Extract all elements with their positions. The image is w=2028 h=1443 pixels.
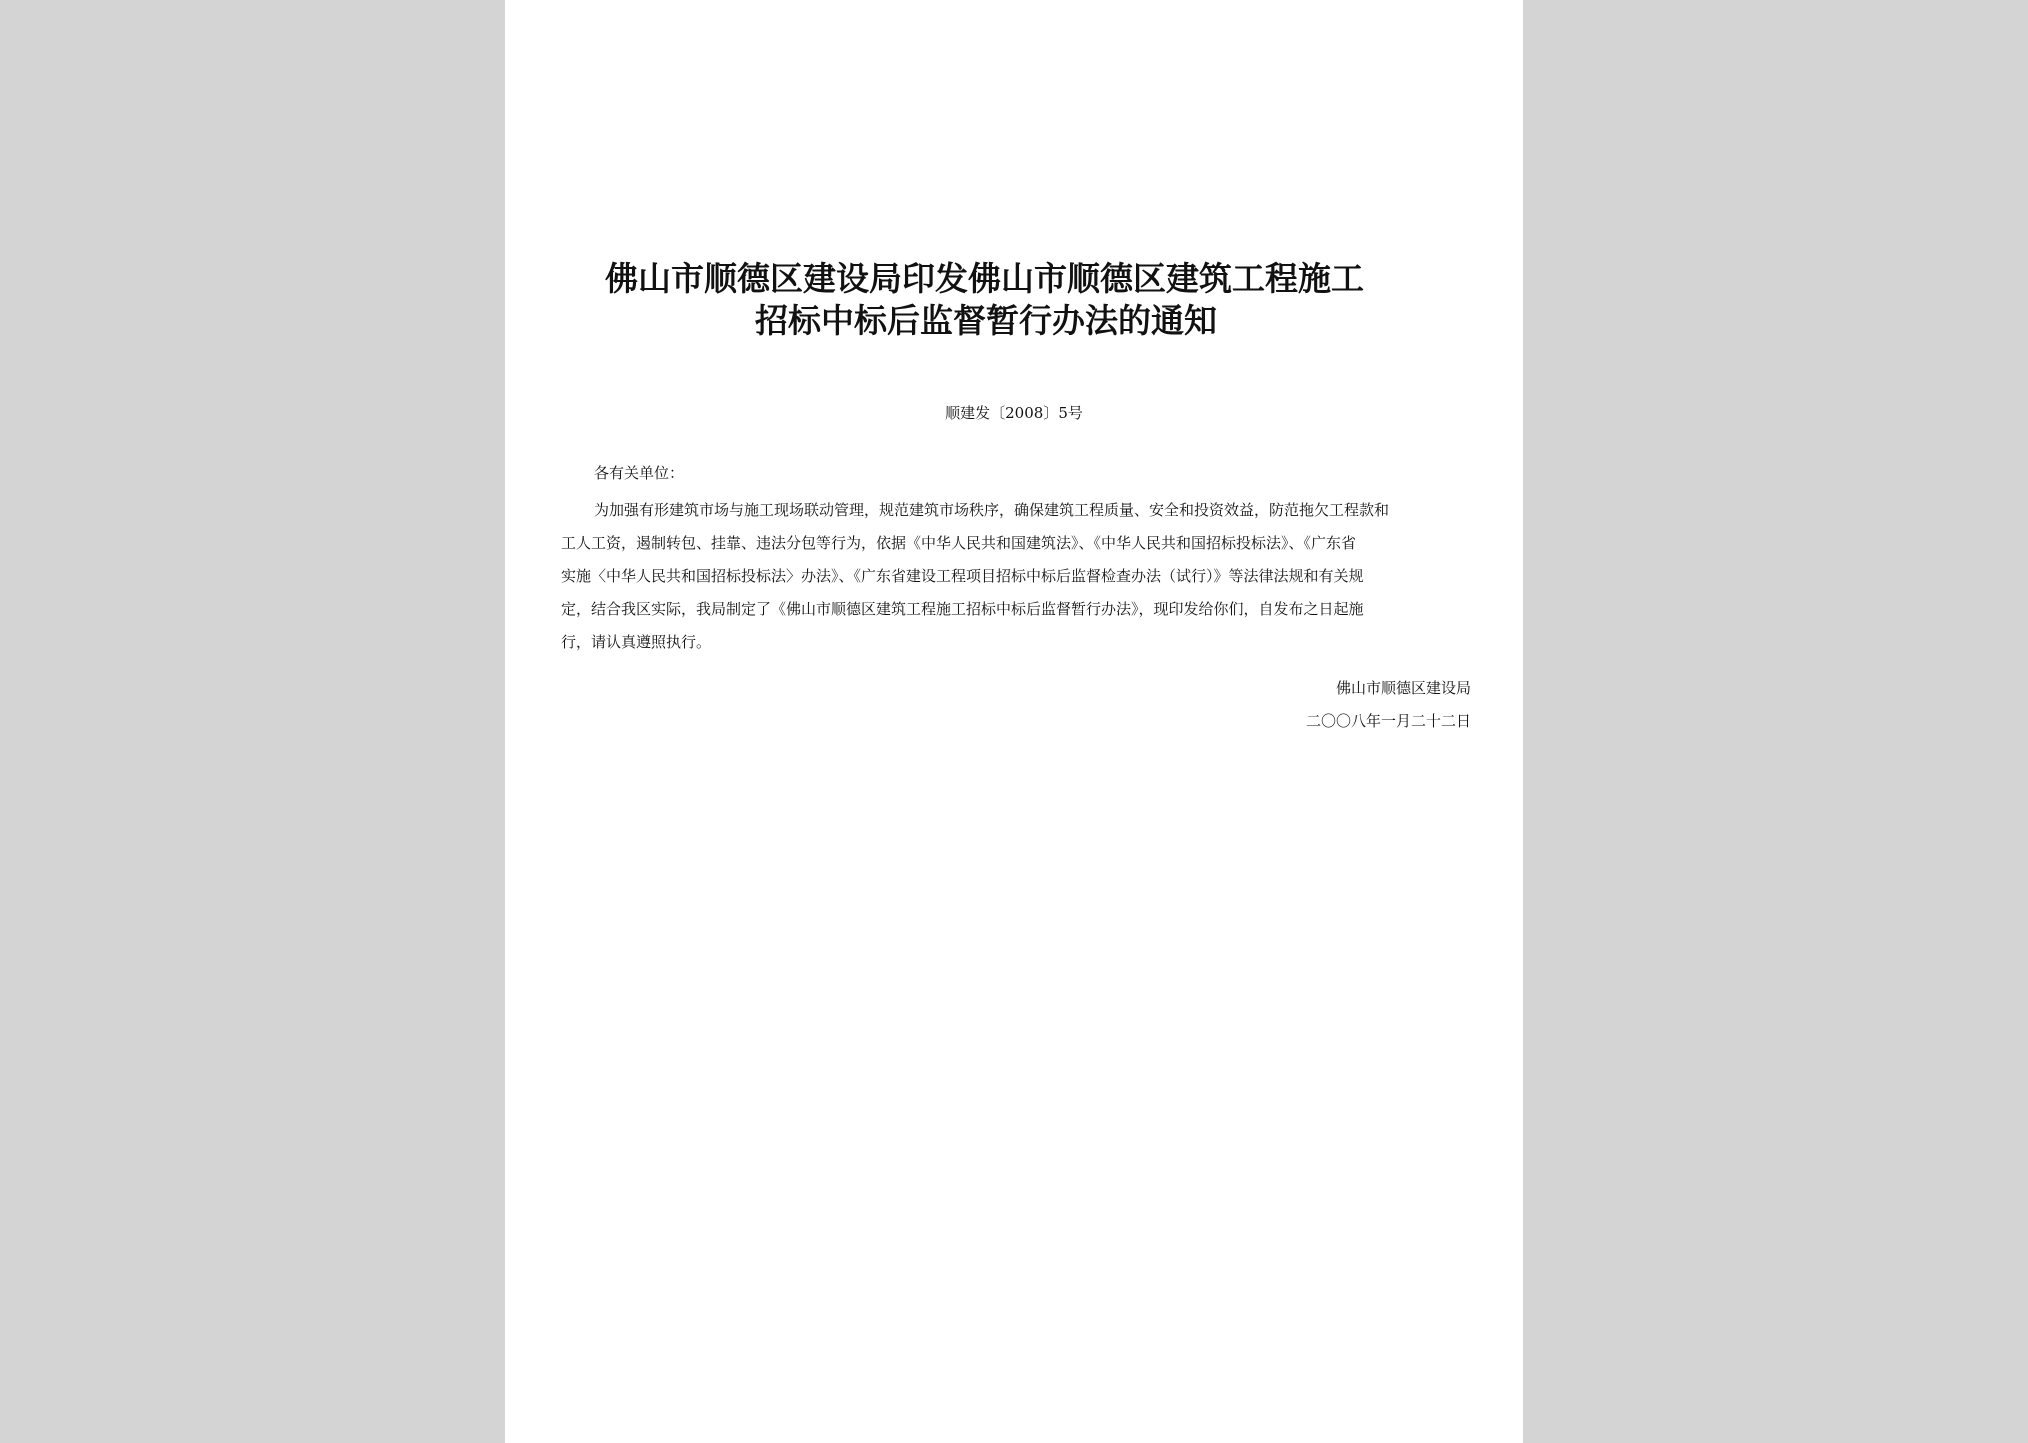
title-line-2: 招标中标后监督暂行办法的通知 xyxy=(755,301,1217,340)
signature-organization: 佛山市顺德区建设局 xyxy=(1335,679,1471,697)
body-line: 工人工资，遏制转包、挂靠、违法分包等行为，依据《中华人民共和国建筑法》、《中华人民共和国招标投标法》、《广东省 xyxy=(561,534,1357,552)
body-line: 为加强有形建筑市场与施工现场联动管理，规范建筑市场秩序，确保建筑工程质量、安全和投资效益，防范拖欠工程款和 xyxy=(594,501,1390,519)
title-line-1: 佛山市顺德区建设局印发佛山市顺德区建筑工程施工 xyxy=(605,259,1364,298)
signature-date: 二〇〇八年一月二十二日 xyxy=(1305,712,1471,730)
body-line: 实施〈中华人民共和国招标投标法〉办法》、《广东省建设工程项目招标中标后监督检查办法（试行）》等法律法规和有关规 xyxy=(561,567,1364,585)
signature-block xyxy=(1105,672,1471,738)
salutation: 各有关单位： xyxy=(594,464,685,482)
document-page xyxy=(505,0,1523,1443)
document-number: 顺建发〔2008〕5号 xyxy=(945,404,1083,422)
body-line: 行，请认真遵照执行。 xyxy=(561,633,712,651)
body-paragraph xyxy=(561,494,1471,659)
body-line: 定，结合我区实际，我局制定了《佛山市顺德区建筑工程施工招标中标后监督暂行办法》，现印发给你们，自发布之日起施 xyxy=(561,600,1364,618)
